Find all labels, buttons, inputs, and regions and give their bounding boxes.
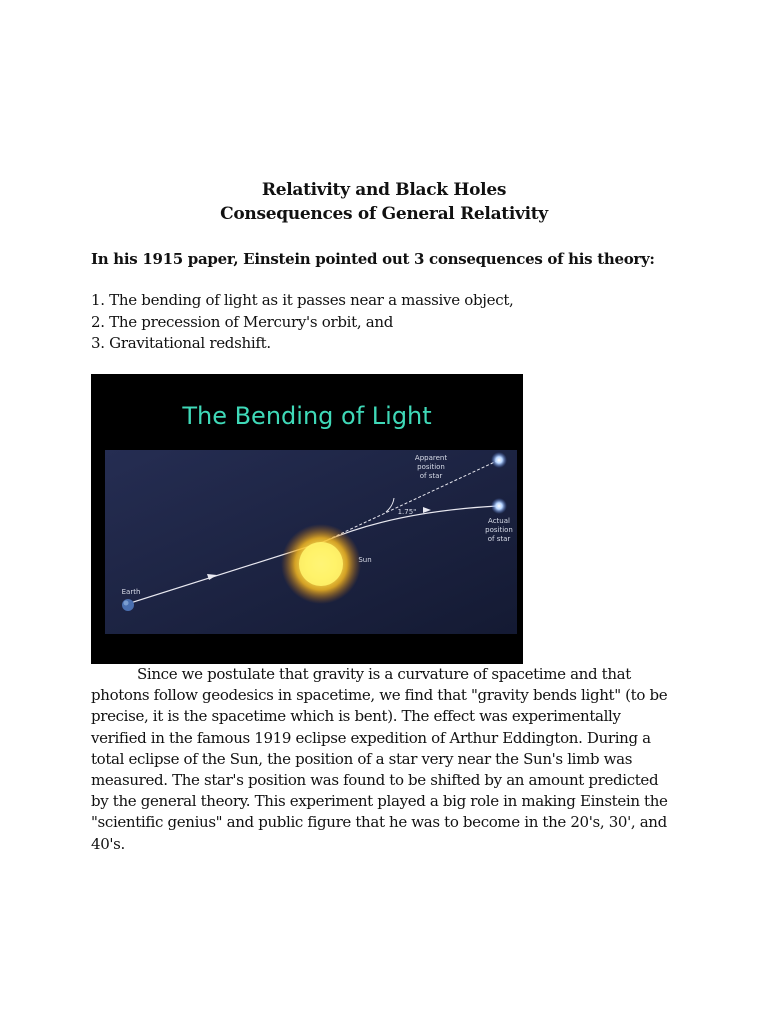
list-item: 1. The bending of light as it passes near a massive object,	[91, 291, 514, 309]
list-item: 2. The precession of Mercury's orbit, and	[91, 312, 394, 331]
intro-text: In his 1915 paper, Einstein pointed out 3 consequences of his theory:	[91, 250, 655, 268]
body-paragraph: Since we postulate that gravity is a curvature of spacetime and that photons follow geodesics in spacetime, we find that "gravity bends light" (to be precise, it is the spacetime which is bent). The effect was experimentally verified in the famous 1919 eclipse expedition of Arthur Eddington. During a total eclipse of the Sun, the position of a star very near the Sun's limb was measured. The star's position was found to be shifted by an amount predicted by the general theory. This experiment played a big role in making Einstein the "scientific genius" and public figure that he was to become in the 20's, 30', and 40's.	[91, 665, 668, 853]
apparent-label-1: Apparent	[414, 454, 448, 462]
title-block	[0, 178, 768, 226]
sun-core	[299, 542, 343, 586]
actual-label-3: of star	[487, 535, 511, 543]
page-subtitle: Consequences of General Relativity	[220, 204, 548, 224]
apparent-label-2: position	[417, 463, 445, 471]
apparent-star-icon	[491, 452, 507, 468]
bending-of-light-diagram	[91, 374, 523, 664]
bending-of-light-figure	[91, 374, 523, 664]
apparent-label-3: of star	[419, 472, 443, 480]
actual-label-1: Actual	[488, 517, 510, 525]
actual-label-2: position	[485, 526, 513, 534]
figure-heading: The Bending of Light	[182, 402, 432, 430]
list-item: 3. Gravitational redshift.	[91, 334, 271, 352]
angle-label: 1.75"	[397, 508, 417, 516]
consequences-list	[91, 290, 691, 355]
page-title: Relativity and Black Holes	[261, 180, 507, 200]
earth-label: Earth	[121, 588, 141, 596]
earth-icon	[122, 599, 134, 611]
actual-star-icon	[491, 498, 507, 514]
earth-highlight	[124, 601, 129, 606]
sun-label: Sun	[358, 556, 372, 564]
